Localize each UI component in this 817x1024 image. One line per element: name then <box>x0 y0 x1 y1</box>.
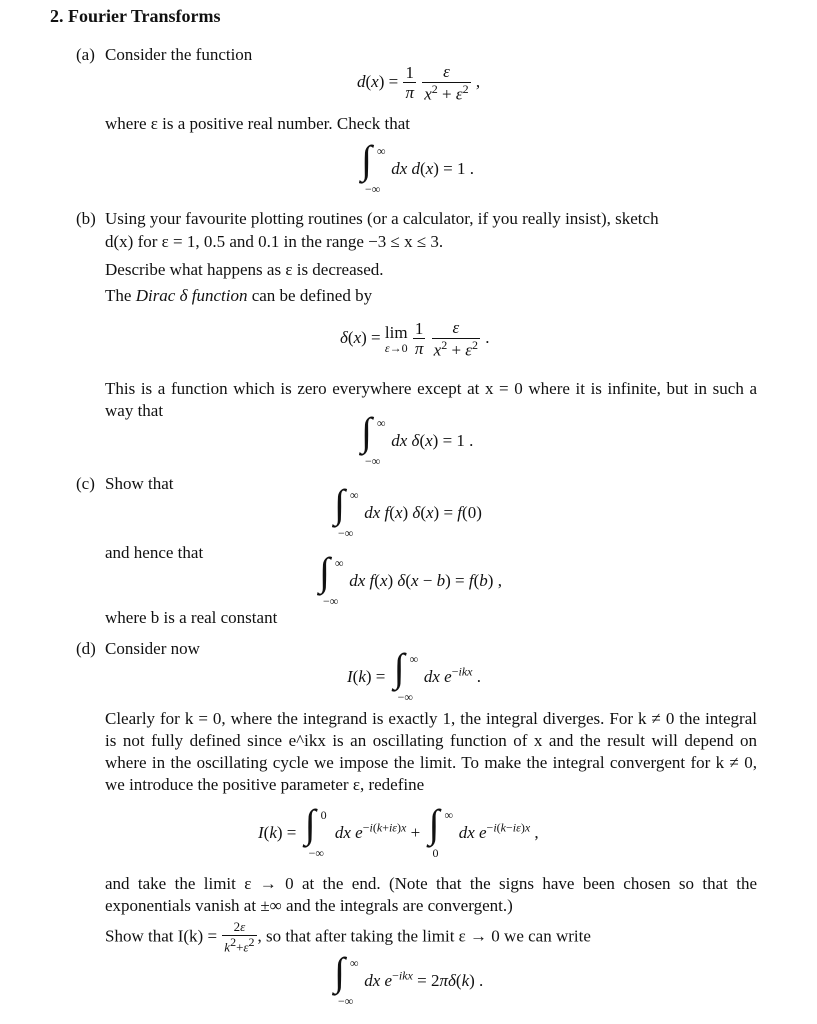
equation-fourier-delta: ∫ ∞ −∞ dx $e^{-ikx} = 2\pi\delta(k)$ . <box>334 949 484 1008</box>
part-a-intro: Consider the function <box>105 45 253 64</box>
part-b-line3: Describe what happens as ε is decreased. <box>105 260 384 279</box>
part-d-show-line: Show that I(k) = $\frac{2\varepsilon}{k^2+\varepsilon^2}$ , so that after taking the limit ε → 0 we can write <box>105 919 591 955</box>
equation-I-of-k: I(k) = ∫ ∞ −∞ dx $e^{-ikx}$ . <box>347 645 482 704</box>
equation-normalization: ∫ ∞ −∞ dx d(x) = 1 . <box>361 137 475 196</box>
equation-dirac-normalization: ∫ ∞ −∞ dx δ(x) = 1 . <box>361 409 474 468</box>
part-d-paragraph1: Clearly for k = 0, where the integrand is exactly 1, the integral diverges. For k ≠ 0 the integral is not fully defined since e^ikx is an oscillating function of x and the result will depend on where in the oscillating cycle we impose the limit. To make the integral convergent for k ≠ 0, we introduce the positive parameter ε, redefine <box>105 709 757 794</box>
part-a-label: (a) <box>76 45 95 64</box>
part-d-intro: Consider now <box>105 639 200 658</box>
equation-sifting: ∫ ∞ −∞ dx f(x) δ(x) = f(0) <box>334 481 482 540</box>
equation-d-of-x: d(x) = $\frac{1}{\pi}$ $\frac{\varepsilon}{x^2 + \varepsilon^2}$ , <box>357 62 481 104</box>
part-c-intro: Show that <box>105 474 174 493</box>
section-heading: 2. Fourier Transforms <box>50 6 221 26</box>
equation-shifted-sifting: ∫ ∞ −∞ dx f(x) δ(x − b) = f(b) , <box>319 549 502 608</box>
part-b-line2: d(x) for ε = 1, 0.5 and 0.1 in the range −3 ≤ x ≤ 3. <box>105 232 444 251</box>
equation-regularized-I: I(k) = ∫ 0 −∞ dx $e^{-i(k+i\varepsilon)x}$ + ∫ ∞ 0 dx $e^{-i(k-i\varepsilon)x}$ , <box>258 801 539 860</box>
part-b-line1: Using your favourite plotting routines (or a calculator, if you really insist), sketch <box>105 209 659 228</box>
part-a-note: where ε is a positive real number. Check that <box>105 114 411 133</box>
part-b-description: This is a function which is zero everywhere except at x = 0 where it is infinite, but in such a way that <box>105 379 757 420</box>
part-c-hence: and hence that <box>105 543 204 562</box>
equation-dirac-limit: δ(x) = lim ε→0 $\frac{1}{\pi}$ $\frac{\varepsilon}{x^2 + \varepsilon^2}$ . <box>340 318 490 360</box>
part-c-label: (c) <box>76 474 95 493</box>
part-b-line4: The Dirac δ function can be defined by <box>105 286 373 305</box>
part-c-where: where b is a real constant <box>105 608 278 627</box>
part-b-label: (b) <box>76 209 96 228</box>
part-d-label: (d) <box>76 639 96 658</box>
part-d-paragraph2: and take the limit ε → 0 at the end. (Note that the signs have been chosen so that the exponentials vanish at ±∞ and the integrals are convergent.) <box>105 874 757 915</box>
